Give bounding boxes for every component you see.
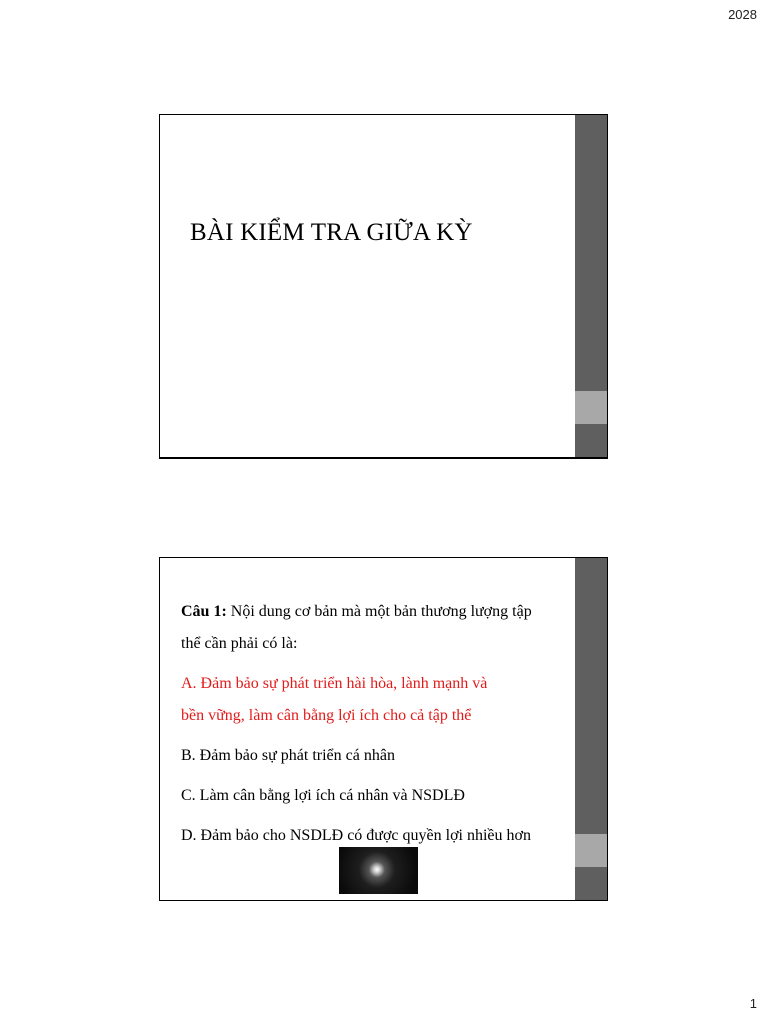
answer-c: C. Làm cân bằng lợi ích cá nhân và NSDLĐ	[181, 787, 465, 804]
answer-d: D. Đảm bảo cho NSDLĐ có được quyền lợi nhiều hơn	[181, 827, 531, 844]
slide-question-card	[159, 557, 608, 901]
slide-title: BÀI KIỂM TRA GIỮA KỲ	[190, 219, 473, 246]
answer-a-line-2: bền vững, làm cân bằng lợi ích cho cả tập thể	[181, 707, 472, 724]
page-number: 1	[749, 996, 757, 1011]
page-header-number: 2028	[728, 7, 757, 22]
question-text: Nội dung cơ bản mà một bản thương lượng tập	[226, 603, 532, 620]
slide-title-card	[159, 114, 608, 459]
answer-b: B. Đảm bảo sự phát triển cá nhân	[181, 747, 395, 764]
question-label: Câu 1:	[181, 603, 227, 620]
question-text-line-1	[181, 596, 581, 628]
dark-light-thumbnail-image	[339, 847, 418, 894]
slide-side-bar-accent	[575, 391, 607, 424]
question-text-line-2: thể cần phải có là:	[181, 635, 298, 652]
answer-a-line-1: A. Đảm bảo sự phát triển hài hòa, lành mạnh và	[181, 675, 488, 692]
question-body	[181, 596, 581, 852]
